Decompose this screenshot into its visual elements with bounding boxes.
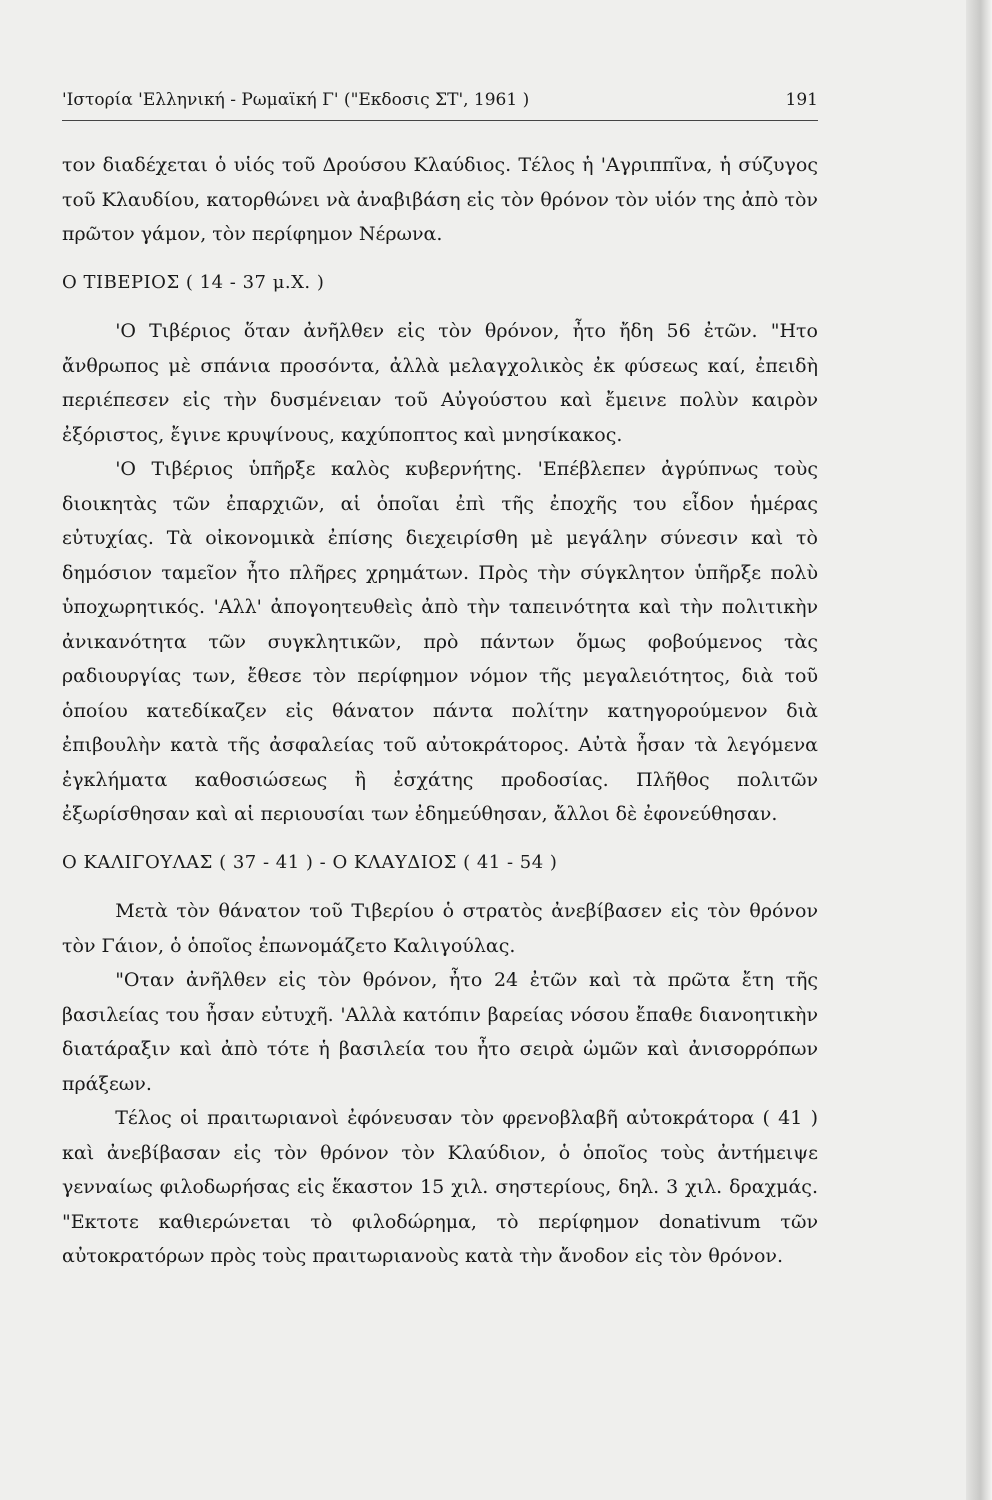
page-edge-shadow	[966, 0, 992, 1500]
header-rule	[62, 120, 818, 121]
tiberius-paragraph-1: 'Ο Τιβέριος ὅταν ἀνῆλθεν εἰς τὸν θρόνον, ἦτο ἤδη 56 ἐτῶν. "Ητο ἄνθρωπος μὲ σπάνια προσόντα, ἀλλὰ μελαγχολικὸς ἐκ φύσεως καί, ἐπειδὴ περιέπεσεν εἰς τὴν δυσμένειαν τοῦ Αὐγούστου καὶ ἔμεινε πολὺν καιρὸν ἐξόριστος, ἔγινε κρυψίνους, καχύποπτος καὶ μνησίκακος.	[62, 320, 818, 446]
page-number: 191	[785, 90, 818, 110]
section-heading-tiberius: Ο ΤΙΒΕΡΙΟΣ ( 14 - 37 μ.Χ. )	[62, 271, 325, 293]
intro-paragraph: τον διαδέχεται ὁ υἱός τοῦ Δρούσου Κλαύδιος. Τέλος ἡ 'Αγριππῖνα, ἡ σύζυγος τοῦ Κλαυδίου, κατορθώνει νὰ ἀναβιβάση εἰς τὸν θρόνον τὸν υἱόν της ἀπὸ τὸν πρῶτον γάμον, τὸν περίφημον Νέρωνα.	[62, 154, 818, 245]
page-body	[62, 148, 818, 1274]
running-title: 'Ιστορία 'Ελληνική - Ρωμαϊκή Γ' ("Εκδοσις ΣΤ', 1961 )	[62, 90, 530, 110]
page-header	[62, 88, 818, 118]
caligula-paragraph-3: Τέλος οἱ πραιτωριανοὶ ἐφόνευσαν τὸν φρενοβλαβῆ αὐτοκράτορα ( 41 ) καὶ ἀνεβίβασαν εἰς τὸν θρόνον τὸν Κλαύδιον, ὁ ὁποῖος τοὺς ἀντήμειψε γενναίως φιλοδωρήσας εἰς ἕκαστον 15 χιλ. σηστερίους, δηλ. 3 χιλ. δραχμάς. "Εκτοτε καθιερώνεται τὸ φιλοδώρημα, τὸ περίφημον donativum τῶν αὐτοκρατόρων πρὸς τοὺς πραιτωριανοὺς κατὰ τὴν ἄνοδον εἰς τὸν θρόνον.	[62, 1107, 818, 1267]
caligula-paragraph-1: Μετὰ τὸν θάνατον τοῦ Τιβερίου ὁ στρατὸς ἀνεβίβασεν εἰς τὸν θρόνον τὸν Γάιον, ὁ ὁποῖος ἐπωνομάζετο Καλιγούλας.	[62, 900, 818, 957]
tiberius-paragraph-2: 'Ο Τιβέριος ὑπῆρξε καλὸς κυβερνήτης. 'Επέβλεπεν ἀγρύπνως τοὺς διοικητὰς τῶν ἐπαρχιῶν, αἱ ὁποῖαι ἐπὶ τῆς ἐποχῆς του εἶδον ἡμέρας εὐτυχίας. Τὰ οἰκονομικὰ ἐπίσης διεχειρίσθη μὲ μεγάλην σύνεσιν καὶ τὸ δημόσιον ταμεῖον ἦτο πλῆρες χρημάτων. Πρὸς τὴν σύγκλητον ὑπῆρξε πολὺ ὑποχωρητικός. 'Αλλ' ἀπογοητευθεὶς ἀπὸ τὴν ταπεινότητα καὶ τὴν πολιτικὴν ἀνικανότητα τῶν συγκλητικῶν, πρὸ πάντων ὅμως φοβούμενος τὰς ραδιουργίας των, ἔθεσε τὸν περίφημον νόμον τῆς μεγαλειότητος, διὰ τοῦ ὁποίου κατεδίκαζεν εἰς θάνατον πάντα πολίτην κατηγορούμενον διὰ ἐπιβουλὴν κατὰ τῆς ἀσφαλείας τοῦ αὐτοκράτορος. Αὐτὰ ἦσαν τὰ λεγόμενα ἐγκλήματα καθοσιώσεως ἢ ἐσχάτης προδοσίας. Πλῆθος πολιτῶν ἐξωρίσθησαν καὶ αἱ περιουσίαι των ἐδημεύθησαν, ἄλλοι δὲ ἐφονεύθησαν.	[62, 458, 818, 825]
section-heading-caligula-claudius: Ο ΚΑΛΙΓΟΥΛΑΣ ( 37 - 41 ) - Ο ΚΛΑΥΔΙΟΣ ( 41 - 54 )	[62, 851, 558, 873]
caligula-paragraph-2: "Οταν ἀνῆλθεν εἰς τὸν θρόνον, ἦτο 24 ἐτῶν καὶ τὰ πρῶτα ἔτη τῆς βασιλείας του ἦσαν εὐτυχῆ. 'Αλλὰ κατόπιν βαρείας νόσου ἔπαθε διανοητικὴν διατάραξιν καὶ ἀπὸ τότε ἡ βασιλεία του ἦτο σειρὰ ὠμῶν καὶ ἀνισορρόπων πράξεων.	[62, 969, 818, 1095]
